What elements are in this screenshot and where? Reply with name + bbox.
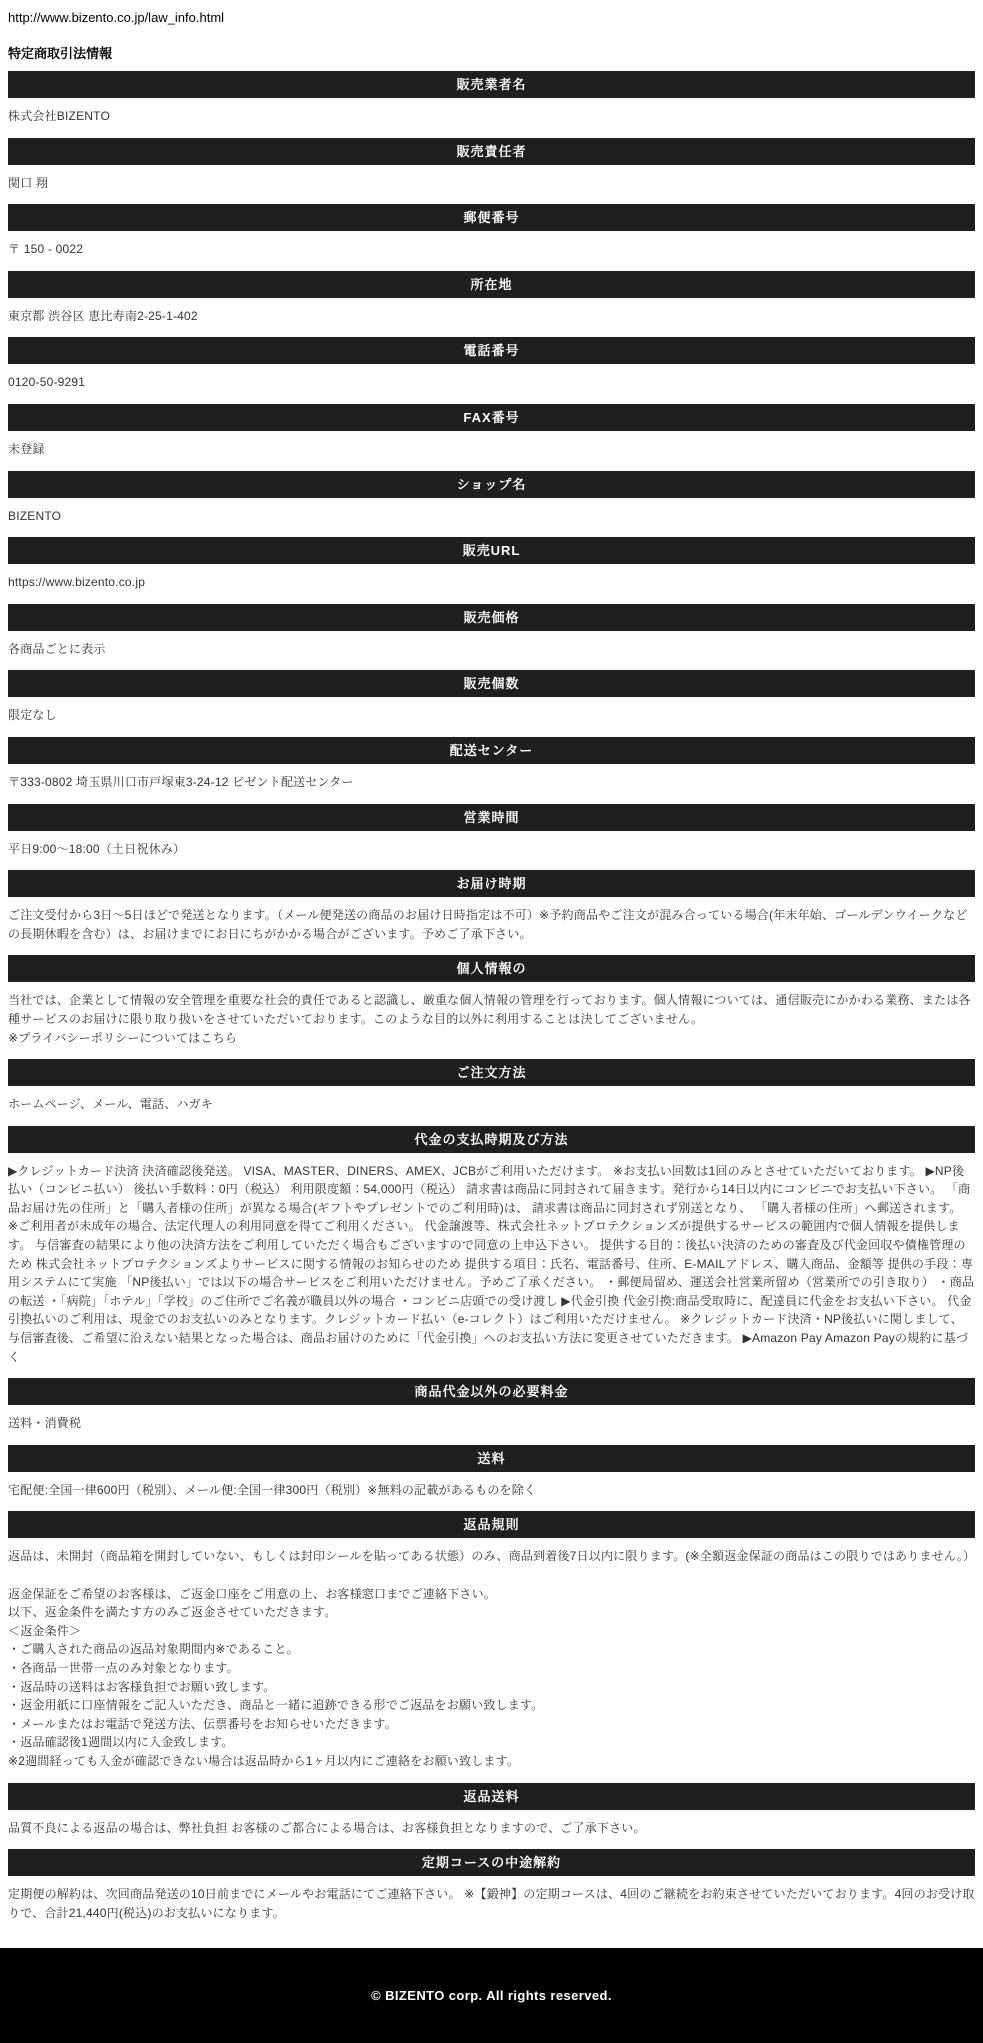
page-url-text: http://www.bizento.co.jp/law_info.html [8, 10, 225, 25]
section-text-line: ・ご購入された商品の返品対象期間内※であること。 [8, 1642, 299, 1657]
section-text-line: ▶クレジットカード決済 決済確認後発送。 VISA、MASTER、DINERS、AMEX、JCBがご利用いただけます。 ※お支払い回数は1回のみとさせていただいております。 ▶NP後払い（コンビニ払い） 後払い手数料：0円（税込） 利用限度額：54,000円（税込） 請求書は商品に同封されて届きます。発行から14日以内にコンビニでお支払い下さい。 「商品お届け先の住所」と「購入者様の住所」が異なる場合(ギフトやプレゼントでのご利用時)は、 請求書は商品に同封されず別送となり、 「購入者様の住所」へ郵送されます。 ※ご利用者が未成年の場合、法定代理人の利用同意を得てご利用ください。 代金譲渡等、株式会社ネットプロテクションズが提供するサービスの範囲内で個人情報を提供します。 与信審査の結果により他の決済方法をご利用していただく場合もございますので同意の上申込下さい。 提供する目的：後払い決済のための審査及び代金回収や債権管理のため 株式会社ネットプロテクションズよりサービスに関する情報のお知らせのため 提供する項目：氏名、電話番号、住所、E-MAILアドレス、購入商品、金額等 提供の手段：専用システムにて実施 「NP後払い」では以下の場合サービスをご利用いただけません。予めご了承ください。 ・郵便局留め、運送会社営業所留め（営業所での引き取り） ・商品の転送 ・「病院」「ホテル」「学校」のご住所でご名義が職員以外の場合 ・コンビニ店頭での受け渡し ▶代金引換 代金引換:商品受取時に、配達員に代金をお支払い下さい。 代金引換払いのご利用は、現金でのお支払いのみとなります。クレジットカード払い（e-コレクト）はご利用いただけません。 ※クレジットカード決済・NP後払いに関しまして、与信審査後、ご希望に沿えない結果となった場合は、商品お届けのために「代金引換」へのお支払い方法に変更させていただきます。 ▶Amazon Pay Amazon Payの規約に基づく [8, 1163, 975, 1364]
law-info-section [8, 71, 975, 138]
section-text-line: ＜返金条件＞ [8, 1623, 82, 1638]
section-header-bar: 販売価格 [8, 604, 975, 631]
section-text-line: ・メールまたはお電話で発送方法、伝票番号をお知らせいただきます。 [8, 1716, 397, 1731]
section-body [8, 831, 975, 871]
law-info-section [8, 1511, 975, 1782]
section-body [8, 1538, 975, 1782]
law-info-section [8, 604, 975, 671]
law-info-section [8, 1783, 975, 1850]
section-header-bar: 個人情報の [8, 955, 975, 982]
section-text-line: ※2週間経っても入金が確認できない場合は返品時から1ヶ月以内にご連絡をお願い致します。 [8, 1753, 520, 1768]
section-text-line: 関口 翔 [8, 175, 49, 190]
section-body [8, 897, 975, 955]
section-header-bar: お届け時期 [8, 870, 975, 897]
section-body [8, 564, 975, 604]
law-info-section [8, 537, 975, 604]
section-header-bar: 送料 [8, 1445, 975, 1472]
section-body [8, 1153, 975, 1379]
section-header-bar: 販売責任者 [8, 138, 975, 165]
section-body [8, 1086, 975, 1126]
section-body [8, 1405, 975, 1445]
section-text-line: 〒333-0802 埼玉県川口市戸塚東3‐24‐12 ビゼント配送センター [8, 774, 354, 789]
section-text-line: ・返品確認後1週間以内に入金致します。 [8, 1735, 234, 1750]
page-title: 特定商取引法情報 [8, 46, 113, 61]
section-body [8, 98, 975, 138]
section-text-line: ご注文受付から3日〜5日ほどで発送となります。（メール便発送の商品のお届け日時指定は不可）※予約商品やご注文が混み合っている場合(年末年始、ゴールデンウイークなどの長期休暇を含む）は、お届けまでにお日にちがかかる場合がございます。予めご了承下さい。 [8, 908, 968, 941]
law-info-section [8, 955, 975, 1059]
section-header-bar: 販売URL [8, 537, 975, 564]
section-body [8, 1810, 975, 1850]
section-header-bar: 配送センター [8, 737, 975, 764]
section-text-line: 宅配便:全国一律600円（税別）、メール便:全国一律300円（税別）※無料の記載があるものを除く [8, 1482, 537, 1497]
section-header-bar: 返品送料 [8, 1783, 975, 1810]
section-text-line: BIZENTO [8, 508, 62, 523]
law-info-section [8, 1849, 975, 1934]
section-body [8, 498, 975, 538]
section-header-bar: 販売業者名 [8, 71, 975, 98]
section-body [8, 165, 975, 205]
copyright-text: © BIZENTO corp. All rights reserved. [371, 1988, 612, 2004]
law-info-section [8, 1378, 975, 1445]
section-header-bar: 電話番号 [8, 337, 975, 364]
section-text-line: 東京都 渋谷区 恵比寿南2-25-1-402 [8, 308, 198, 323]
section-text-line: 〒 150 - 0022 [8, 242, 84, 257]
section-body [8, 697, 975, 737]
section-text-line: 限定なし [8, 708, 57, 723]
section-body [8, 1876, 975, 1934]
law-info-section [8, 804, 975, 871]
section-header-bar: 郵便番号 [8, 204, 975, 231]
section-text-line: ホームページ、メール、電話、ハガキ [8, 1097, 214, 1112]
law-info-section [8, 870, 975, 955]
section-header-bar: 商品代金以外の必要料金 [8, 1378, 975, 1405]
law-info-section [8, 337, 975, 404]
section-body [8, 298, 975, 338]
section-body [8, 1472, 975, 1512]
section-text-line [8, 1566, 975, 1585]
section-body [8, 364, 975, 404]
section-text-line: 返品は、未開封（商品箱を開封していない、もしくは封印シールを貼ってある状態）のみ、商品到着後7日以内に限ります。(※全額返金保証の商品はこの限りではありません。） [8, 1549, 976, 1564]
law-info-section [8, 737, 975, 804]
section-text-line: 未登録 [8, 441, 45, 456]
section-text-line: 当社では、企業として情報の安全管理を重要な社会的責任であると認識し、厳重な個人情報の管理を行っております。個人情報については、通信販売にかかわる業務、または各種サービスのお届けに限り取り扱いをさせていただいております。このような目的以外に利用することは決してございません。 [8, 993, 971, 1026]
section-body [8, 631, 975, 671]
section-body [8, 431, 975, 471]
law-info-section [8, 1445, 975, 1512]
section-text-line: 以下、返金条件を満たす方のみご返金させていただきます。 [8, 1605, 337, 1620]
section-text-line: 平日9:00〜18:00（土日祝休み） [8, 841, 186, 856]
section-body [8, 982, 975, 1059]
law-info-section [8, 138, 975, 205]
section-header-bar: 返品規則 [8, 1511, 975, 1538]
section-header-bar: 代金の支払時期及び方法 [8, 1126, 975, 1153]
law-info-section [8, 204, 975, 271]
section-body [8, 231, 975, 271]
page-footer [0, 1948, 983, 2043]
section-text-line: 送料・消費税 [8, 1416, 82, 1431]
section-text-line: https://www.bizento.co.jp [8, 575, 146, 590]
section-header-bar: 定期コースの中途解約 [8, 1849, 975, 1876]
section-text-line: 定期便の解約は、次回商品発送の10日前までにメールやお電話にてご連絡下さい。 ※【鍛神】の定期コースは、4回のご継続をお約束させていただいております。4回のお受け取りで、合計21,440円(税込)のお支払いになります。 [8, 1887, 975, 1920]
section-text-line: 品質不良による返品の場合は、弊社負担 お客様のご都合による場合は、お客様負担となりますので、ご了承下さい。 [8, 1820, 646, 1835]
section-text-line: 0120-50-9291 [8, 375, 86, 390]
law-info-section [8, 471, 975, 538]
section-header-bar: FAX番号 [8, 404, 975, 431]
section-text-line: 株式会社BIZENTO [8, 109, 110, 123]
section-text-line: 返金保証をご希望のお客様は、ご返金口座をご用意の上、お客様窓口までご連絡下さい。 [8, 1586, 497, 1601]
section-header-bar: ご注文方法 [8, 1059, 975, 1086]
law-info-section [8, 271, 975, 338]
section-header-bar: 所在地 [8, 271, 975, 298]
sections-list [8, 71, 975, 1934]
law-info-section [8, 404, 975, 471]
section-header-bar: 営業時間 [8, 804, 975, 831]
section-text-line: ・各商品一世帯一点のみ対象となります。 [8, 1660, 239, 1675]
law-info-section [8, 1059, 975, 1126]
section-text-line: ・返金用紙に口座情報をご記入いただき、商品と一緒に追跡できる形でご返品をお願い致します。 [8, 1698, 544, 1713]
section-body [8, 764, 975, 804]
law-info-section [8, 670, 975, 737]
section-header-bar: ショップ名 [8, 471, 975, 498]
section-header-bar: 販売個数 [8, 670, 975, 697]
law-info-section [8, 1126, 975, 1379]
section-text-line: ・返品時の送料はお客様負担でお願い致します。 [8, 1679, 276, 1694]
section-text-line: ※プライバシーポリシーについてはこちら [8, 1030, 238, 1045]
section-text-line: 各商品ごとに表示 [8, 641, 106, 656]
